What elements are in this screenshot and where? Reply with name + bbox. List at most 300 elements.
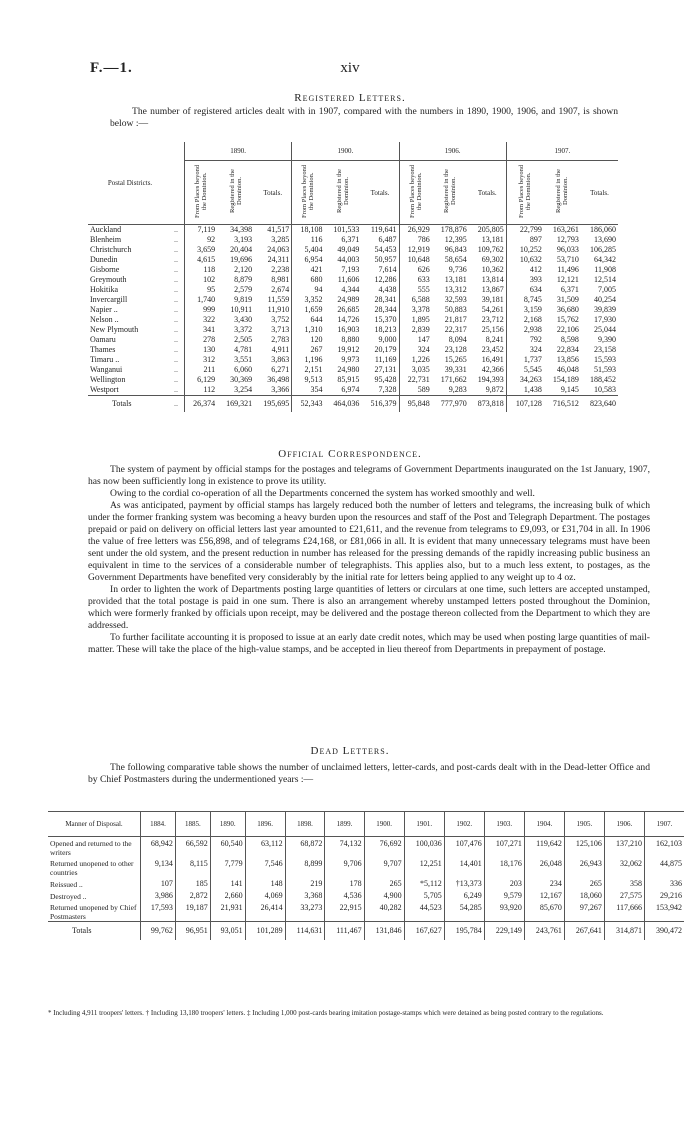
- table-cell: 6,371: [341, 235, 360, 244]
- table-cell: 13,690: [594, 235, 616, 244]
- totals-cell: 111,467: [325, 922, 364, 941]
- table-cell: 626: [399, 265, 432, 275]
- subcol-label: From Places beyond the Dominion.: [301, 164, 316, 218]
- totals-cell: 114,631: [285, 922, 325, 941]
- subcol-label: Totals.: [477, 188, 497, 197]
- table-cell: 13,867: [481, 285, 504, 294]
- totals-cell: 131,846: [364, 922, 404, 941]
- table-cell: *5,112: [404, 877, 444, 889]
- table-cell: 4,781: [234, 345, 253, 354]
- subcol-label: Totals.: [370, 188, 390, 197]
- table-cell: 3,551: [234, 355, 253, 364]
- table-cell: 18,176: [484, 857, 524, 877]
- table-cell: 2,505: [234, 335, 253, 344]
- table-cell: 163,261: [552, 225, 579, 234]
- table-cell: 18,213: [374, 325, 397, 334]
- table-cell: 9,872: [485, 385, 504, 394]
- table-cell: 22,106: [556, 325, 579, 334]
- subcol-label: From Places beyond the Dominion.: [518, 164, 533, 218]
- table-cell: 26,048: [524, 857, 564, 877]
- official-paragraph: To further facilitate accounting it is proposed to issue at an early date credit notes, which may be used when posting large quantities of mail-matter. These will take the place of the high-value stamps, and be accepted in lieu thereof from Departments in prepayment of postage.: [88, 632, 650, 655]
- table-cell: 68,942: [141, 837, 176, 858]
- table-cell: 22,799: [506, 225, 544, 236]
- totals-cell: 229,149: [484, 922, 524, 941]
- table-cell: 107,271: [484, 837, 524, 858]
- year-header: 1890.: [210, 812, 245, 837]
- table-cell: 4,438: [378, 285, 397, 294]
- subcol-header: [581, 161, 618, 225]
- totals-label: Totals: [72, 926, 92, 935]
- table-cell: 8,115: [175, 857, 210, 877]
- disposal-label: Returned unopened by Chief Postmasters: [50, 903, 137, 921]
- table-cell: 2,938: [506, 325, 544, 335]
- table-cell: 148: [245, 877, 285, 889]
- district-name: New Plymouth: [90, 325, 139, 334]
- table-cell: 26,685: [337, 305, 360, 314]
- totals-cell: 716,512: [552, 399, 579, 408]
- subcol-header: [324, 161, 361, 225]
- table-cell: 8,981: [271, 275, 290, 284]
- table-cell: 1,196: [292, 355, 325, 365]
- subcol-label: From Places beyond the Dominion.: [408, 164, 423, 218]
- table-cell: 589: [399, 385, 432, 396]
- table-cell: 633: [399, 275, 432, 285]
- table-cell: 1,438: [506, 385, 544, 396]
- table-cell: 324: [506, 345, 544, 355]
- table-cell: 219: [285, 877, 325, 889]
- table-cell: 3,285: [271, 235, 290, 244]
- table-cell: 10,648: [399, 255, 432, 265]
- subcol-header: [254, 161, 292, 225]
- table-cell: 102: [185, 275, 218, 285]
- table-cell: 680: [292, 275, 325, 285]
- table-cell: 897: [506, 235, 544, 245]
- table-cell: 13,814: [481, 275, 504, 284]
- table-cell: 6,588: [399, 295, 432, 305]
- totals-cell: 516,379: [370, 399, 397, 408]
- table-cell: 40,254: [594, 295, 616, 304]
- table-cell: 10,362: [481, 265, 504, 274]
- table-cell: 85,915: [337, 375, 360, 384]
- district-name: Thames: [90, 345, 116, 354]
- table-cell: 21,817: [444, 315, 467, 324]
- table-cell: 4,900: [364, 889, 404, 901]
- totals-cell: 195,784: [444, 922, 484, 941]
- table-cell: 20,404: [230, 245, 253, 254]
- registered-intro: [110, 106, 618, 130]
- subcol-header: [361, 161, 399, 225]
- subcol-label: Totals.: [263, 188, 283, 197]
- year-header: 1903.: [484, 812, 524, 837]
- district-name: Napier ..: [90, 305, 118, 314]
- table-cell: 1,310: [292, 325, 325, 335]
- dead-letters-intro: [88, 762, 650, 786]
- table-cell: 3,352: [292, 295, 325, 305]
- table-cell: 118: [185, 265, 218, 275]
- table-row: Nelson .. .. 322 3,430 3,752 644 14,726 15,370 1,895 21,817 23,712 2,168 15,762 17,930: [90, 315, 616, 324]
- table-cell: 39,839: [594, 305, 616, 314]
- table-cell: 15,762: [556, 315, 579, 324]
- disposal-label: Opened and returned to the writers: [50, 839, 132, 857]
- table-cell: 32,593: [444, 295, 467, 304]
- subcol-header: [544, 161, 581, 225]
- table-cell: 265: [364, 877, 404, 889]
- table-row: Timaru .. .. 312 3,551 3,863 1,196 9,973 11,169 1,226 15,265 16,491 1,737 13,856 15,593: [90, 355, 616, 364]
- table-cell: 119,642: [524, 837, 564, 858]
- table-cell: 16,903: [337, 325, 360, 334]
- table-cell: 13,181: [481, 235, 504, 244]
- subcol-label: From Places beyond the Dominion.: [194, 164, 209, 218]
- table-row: [48, 889, 684, 901]
- table-cell: 6,954: [292, 255, 325, 265]
- table-cell: 8,880: [341, 335, 360, 344]
- table-cell: 211: [185, 365, 218, 375]
- table-cell: 107: [141, 877, 176, 889]
- table-cell: 341: [185, 325, 218, 335]
- table-cell: 93,920: [484, 901, 524, 922]
- table-row: Christchurch .. 3,659 20,404 24,063 5,404 49,049 54,453 12,919 96,843 109,762 10,252 96,033 106,285: [90, 245, 616, 254]
- table-cell: 267: [292, 345, 325, 355]
- table-cell: 205,805: [477, 225, 504, 234]
- table-row: [48, 877, 684, 889]
- table-cell: 28,344: [374, 305, 397, 314]
- table-cell: 4,344: [341, 285, 360, 294]
- table-cell: 49,049: [337, 245, 360, 254]
- official-correspondence-text: [88, 464, 650, 656]
- table-cell: 12,793: [556, 235, 579, 244]
- table-cell: 6,371: [560, 285, 579, 294]
- year-header: 1906.: [399, 142, 506, 161]
- table-cell: 18,060: [564, 889, 604, 901]
- table-cell: 154,189: [552, 375, 579, 384]
- table-row: Hokitika .. 95 2,579 2,674 94 4,344 4,438 555 13,312 13,867 634 6,371 7,005: [90, 285, 616, 294]
- table-cell: 8,745: [506, 295, 544, 305]
- table-cell: 34,398: [230, 225, 253, 234]
- table-cell: 3,713: [271, 325, 290, 334]
- table-cell: 188,452: [590, 375, 616, 384]
- subcol-header: [217, 161, 254, 225]
- year-header: 1904.: [524, 812, 564, 837]
- table-row: Wellington .. 6,129 30,369 36,498 9,513 85,915 95,428 22,731 171,662 194,393 34,263 154,189 188,452: [90, 375, 616, 384]
- table-cell: 162,103: [644, 837, 684, 858]
- table-cell: 278: [185, 335, 218, 345]
- table-cell: 3,159: [506, 305, 544, 315]
- table-cell: 393: [506, 275, 544, 285]
- table-cell: 8,094: [448, 335, 467, 344]
- district-name: Timaru ..: [90, 355, 120, 364]
- table-cell: 23,158: [594, 345, 616, 354]
- district-name: Christchurch: [90, 245, 132, 254]
- totals-cell: 873,818: [477, 399, 504, 408]
- table-cell: 12,121: [556, 275, 579, 284]
- table-cell: 12,251: [404, 857, 444, 877]
- totals-cell: 96,951: [175, 922, 210, 941]
- table-cell: 68,872: [285, 837, 325, 858]
- table-cell: 186,060: [590, 225, 616, 234]
- dead-letters-table: [48, 811, 684, 940]
- footnotes: * Including 4,911 troopers' letters. † Including 13,180 troopers' letters. ‡ Including 1,000 post-cards bearing imitation postage-stamps which were detained as being posted contrary to the regulations.: [48, 1009, 604, 1017]
- table-cell: 7,779: [210, 857, 245, 877]
- table-cell: 22,731: [399, 375, 432, 385]
- totals-label: Totals: [112, 399, 132, 408]
- page-code: F.—1.: [90, 60, 133, 76]
- district-name: Wanganui: [90, 365, 123, 374]
- table-cell: 11,606: [337, 275, 360, 284]
- table-cell: 18,108: [292, 225, 325, 236]
- table-cell: 6,271: [271, 365, 290, 374]
- table-cell: 26,943: [564, 857, 604, 877]
- table-cell: 58,654: [444, 255, 467, 264]
- table-cell: 106,285: [590, 245, 616, 254]
- table-cell: 20,179: [374, 345, 397, 354]
- table-cell: 7,546: [245, 857, 285, 877]
- table-cell: 6,974: [341, 385, 360, 394]
- table-cell: 7,119: [185, 225, 218, 236]
- district-name: Wellington: [90, 375, 126, 384]
- table-cell: 116: [292, 235, 325, 245]
- table-cell: 2,872: [175, 889, 210, 901]
- official-paragraph: Owing to the cordial co-operation of all the Departments concerned the system has worked smoothly and well.: [110, 488, 535, 499]
- table-cell: 178: [325, 877, 364, 889]
- table-cell: 358: [604, 877, 644, 889]
- table-cell: 27,131: [374, 365, 397, 374]
- official-paragraph: In order to lighten the work of Departments posting large quantities of letters or circulars at one time, such letters are accepted unstamped, provided that the total postage is paid in one sum. There is also an arrangement whereby unstamped letters posted throughout the Dominion, which were formerly franked by officials upon receipt, may be delivered and the postage thereon collected from the Department to which they are addressed.: [88, 584, 650, 631]
- table-cell: 194,393: [477, 375, 504, 384]
- table-cell: 125,106: [564, 837, 604, 858]
- table-cell: 3,254: [234, 385, 253, 394]
- totals-cell: 167,627: [404, 922, 444, 941]
- table-cell: 11,169: [374, 355, 397, 364]
- year-header: 1896.: [245, 812, 285, 837]
- year-header: 1899.: [325, 812, 364, 837]
- subcol-header: [185, 161, 218, 225]
- table-cell: 9,390: [598, 335, 616, 344]
- table-cell: 23,452: [481, 345, 504, 354]
- table-cell: 96,843: [444, 245, 467, 254]
- table-cell: 4,536: [325, 889, 364, 901]
- table-cell: 171,662: [440, 375, 467, 384]
- subcol-label: Registered in the Dominion.: [335, 168, 350, 214]
- table-cell: 69,302: [481, 255, 504, 264]
- table-cell: 4,615: [185, 255, 218, 265]
- subcol-header: [432, 161, 469, 225]
- table-row: Thames .. 130 4,781 4,911 267 19,912 20,179 324 23,128 23,452 324 22,834 23,158: [90, 345, 616, 354]
- table-cell: 2,120: [234, 265, 253, 274]
- totals-cell: 169,321: [226, 399, 253, 408]
- table-cell: 10,911: [230, 305, 253, 314]
- table-cell: 3,378: [399, 305, 432, 315]
- table-cell: 13,181: [444, 275, 467, 284]
- table-cell: 11,910: [267, 305, 290, 314]
- table-row: Oamaru .. 278 2,505 2,783 120 8,880 9,000 147 8,094 8,241 792 8,598 9,390: [90, 335, 616, 344]
- table-cell: 1,895: [399, 315, 432, 325]
- table-cell: 25,044: [594, 325, 616, 334]
- table-cell: 141: [210, 877, 245, 889]
- table-cell: 7,328: [378, 385, 397, 394]
- table-cell: 26,929: [399, 225, 432, 236]
- table-cell: 1,659: [292, 305, 325, 315]
- year-header: 1906.: [604, 812, 644, 837]
- table-cell: 51,593: [594, 365, 616, 374]
- table-cell: 13,856: [556, 355, 579, 364]
- table-cell: 44,875: [644, 857, 684, 877]
- year-header: 1890.: [185, 142, 292, 161]
- table-cell: 76,692: [364, 837, 404, 858]
- totals-cell: 93,051: [210, 922, 245, 941]
- table-cell: 9,134: [141, 857, 176, 877]
- year-header: 1900.: [364, 812, 404, 837]
- table-cell: 24,980: [337, 365, 360, 374]
- table-cell: 36,680: [556, 305, 579, 314]
- disposal-label: Returned unopened to other countries: [50, 859, 134, 877]
- table-cell: 322: [185, 315, 218, 325]
- table-cell: 2,168: [506, 315, 544, 325]
- table-cell: 130: [185, 345, 218, 355]
- table-cell: 94: [292, 285, 325, 295]
- official-paragraph: The system of payment by official stamps for the postages and telegrams of Government Departments inaugurated on the 1st January, 1907, has now been sufficiently long in existence to prove its utility.: [88, 464, 650, 487]
- table-cell: 3,659: [185, 245, 218, 255]
- table-cell: 4,069: [245, 889, 285, 901]
- table-cell: 137,210: [604, 837, 644, 858]
- table-cell: 792: [506, 335, 544, 345]
- table-cell: 265: [564, 877, 604, 889]
- table-cell: 24,989: [337, 295, 360, 304]
- table-cell: 24,311: [267, 255, 290, 264]
- table-cell: 54,453: [374, 245, 397, 254]
- table-cell: 23,712: [481, 315, 504, 324]
- subcol-header: [292, 161, 325, 225]
- official-correspondence-title: Official Correspondence.: [278, 448, 422, 460]
- table-cell: 54,285: [444, 901, 484, 922]
- table-cell: 2,783: [271, 335, 290, 344]
- district-name: Greymouth: [90, 275, 127, 284]
- table-cell: 10,252: [506, 245, 544, 255]
- table-cell: 354: [292, 385, 325, 396]
- table-cell: 6,060: [234, 365, 253, 374]
- table-cell: 7,005: [598, 285, 616, 294]
- table-cell: 6,129: [185, 375, 218, 385]
- table-cell: 12,286: [374, 275, 397, 284]
- table-cell: 22,915: [325, 901, 364, 922]
- table-cell: 46,048: [556, 365, 579, 374]
- totals-cell: 390,472: [644, 922, 684, 941]
- table-cell: 42,366: [481, 365, 504, 374]
- table-cell: 234: [524, 877, 564, 889]
- table-cell: 97,267: [564, 901, 604, 922]
- table-cell: 3,035: [399, 365, 432, 375]
- table-cell: 109,762: [477, 245, 504, 254]
- table-cell: 14,401: [444, 857, 484, 877]
- table-cell: 8,241: [485, 335, 504, 344]
- table-cell: 96,033: [556, 245, 579, 254]
- table-cell: 1,737: [506, 355, 544, 365]
- table-cell: 36,498: [267, 375, 290, 384]
- table-cell: 50,883: [444, 305, 467, 314]
- table-cell: 12,167: [524, 889, 564, 901]
- district-name: Hokitika: [90, 285, 118, 294]
- year-header: 1884.: [141, 812, 176, 837]
- official-paragraph: As was anticipated, payment by official stamps has largely reduced both the number of letters and telegrams, the increasing bulk of which under the former franking system was becoming a heavy burden upon the resources and staff of the Post and Telegraph Department. The postages prepaid or paid on delivery on official letters last year amounted to £21,611, and the revenue from telegrams to £9,093, or £31,704 in all. In 1906 the value of free letters was £56,898, and of telegrams £24,168, or £81,066 in all. It is evident that many unnecessary telegrams must have been sent under the old system, and the present reduction in number has released for the pressing demands of the rapidly increasing public business an equivalent in time to the services of a considerable number of telegraphists. This applies also, but to a much less extent, to postages, as the Government Departments have benefited very considerably by the initial rate for letters being applied to any weight up to 4 oz.: [88, 500, 650, 583]
- table-cell: 22,317: [444, 325, 467, 334]
- table-cell: †13,373: [444, 877, 484, 889]
- table-cell: 8,899: [285, 857, 325, 877]
- table-cell: 15,593: [594, 355, 616, 364]
- table-cell: 50,957: [374, 255, 397, 264]
- page-number: xiv: [340, 60, 360, 76]
- table-cell: 3,986: [141, 889, 176, 901]
- year-header: 1907.: [506, 142, 618, 161]
- table-cell: 9,736: [448, 265, 467, 274]
- col-manner-of-disposal: Manner of Disposal.: [65, 820, 123, 828]
- table-cell: 107,476: [444, 837, 484, 858]
- table-cell: 11,496: [557, 265, 579, 274]
- table-cell: 4,911: [271, 345, 290, 354]
- table-cell: 999: [185, 305, 218, 315]
- table-row: Greymouth .. 102 8,879 8,981 680 11,606 12,286 633 13,181 13,814 393 12,121 12,514: [90, 275, 616, 284]
- district-name: Blenheim: [90, 235, 122, 244]
- year-header: 1905.: [564, 812, 604, 837]
- table-cell: 11,559: [267, 295, 290, 304]
- table-cell: 3,368: [285, 889, 325, 901]
- table-cell: 185: [175, 877, 210, 889]
- registered-letters-title: Registered Letters.: [294, 92, 406, 104]
- table-cell: 15,265: [444, 355, 467, 364]
- table-cell: 8,598: [560, 335, 579, 344]
- subcol-label: Totals.: [590, 188, 609, 197]
- table-cell: 9,513: [292, 375, 325, 385]
- table-cell: 29,216: [644, 889, 684, 901]
- subcol-header: [506, 161, 544, 225]
- table-cell: 14,726: [337, 315, 360, 324]
- table-cell: 8,879: [234, 275, 253, 284]
- table-cell: 21,931: [210, 901, 245, 922]
- totals-cell: 101,289: [245, 922, 285, 941]
- table-cell: 15,370: [374, 315, 397, 324]
- table-cell: 3,430: [234, 315, 253, 324]
- table-cell: 7,614: [378, 265, 397, 274]
- table-cell: 16,491: [481, 355, 504, 364]
- district-name: Oamaru: [90, 335, 116, 344]
- table-row: Westport .. 112 3,254 3,366 354 6,974 7,328 589 9,283 9,872 1,438 9,145 10,583: [90, 385, 616, 394]
- totals-cell: 823,640: [590, 399, 616, 408]
- table-cell: 5,705: [404, 889, 444, 901]
- table-cell: 119,641: [370, 225, 397, 234]
- table-cell: 64,342: [594, 255, 616, 264]
- district-name: Westport: [90, 385, 119, 394]
- table-cell: 10,632: [506, 255, 544, 265]
- table-row: Auckland .. 7,119 34,398 41,517 18,108 101,533 119,641 26,929 178,876 205,805 22,799 163,261 186,060: [90, 225, 616, 234]
- totals-cell: 267,641: [564, 922, 604, 941]
- table-cell: 324: [399, 345, 432, 355]
- dead-letters-title: Dead Letters.: [310, 745, 390, 757]
- year-header: 1898.: [285, 812, 325, 837]
- table-cell: 9,579: [484, 889, 524, 901]
- disposal-label: Destroyed ..: [50, 891, 87, 901]
- table-cell: 6,487: [378, 235, 397, 244]
- subcol-header: [469, 161, 507, 225]
- year-header: 1900.: [292, 142, 399, 161]
- table-row: Invercargill .. 1,740 9,819 11,559 3,352 24,989 28,341 6,588 32,593 39,181 8,745 31,509 40,254: [90, 295, 616, 304]
- col-postal-districts: Postal Districts.: [107, 179, 153, 187]
- table-cell: 92: [185, 235, 218, 245]
- table-row: [48, 837, 684, 858]
- table-cell: 3,752: [271, 315, 290, 324]
- dead-letters-intro-text: The following comparative table shows the number of unclaimed letters, letter-cards, and post-cards dealt with in the Dead-letter Office and by Chief Postmasters during the undermentioned years :—: [88, 762, 650, 785]
- table-row: Napier .. .. 999 10,911 11,910 1,659 26,685 28,344 3,378 50,883 54,261 3,159 36,680 39,839: [90, 305, 616, 314]
- table-cell: 117,666: [604, 901, 644, 922]
- table-cell: 23,128: [444, 345, 467, 354]
- table-cell: 24,063: [267, 245, 290, 254]
